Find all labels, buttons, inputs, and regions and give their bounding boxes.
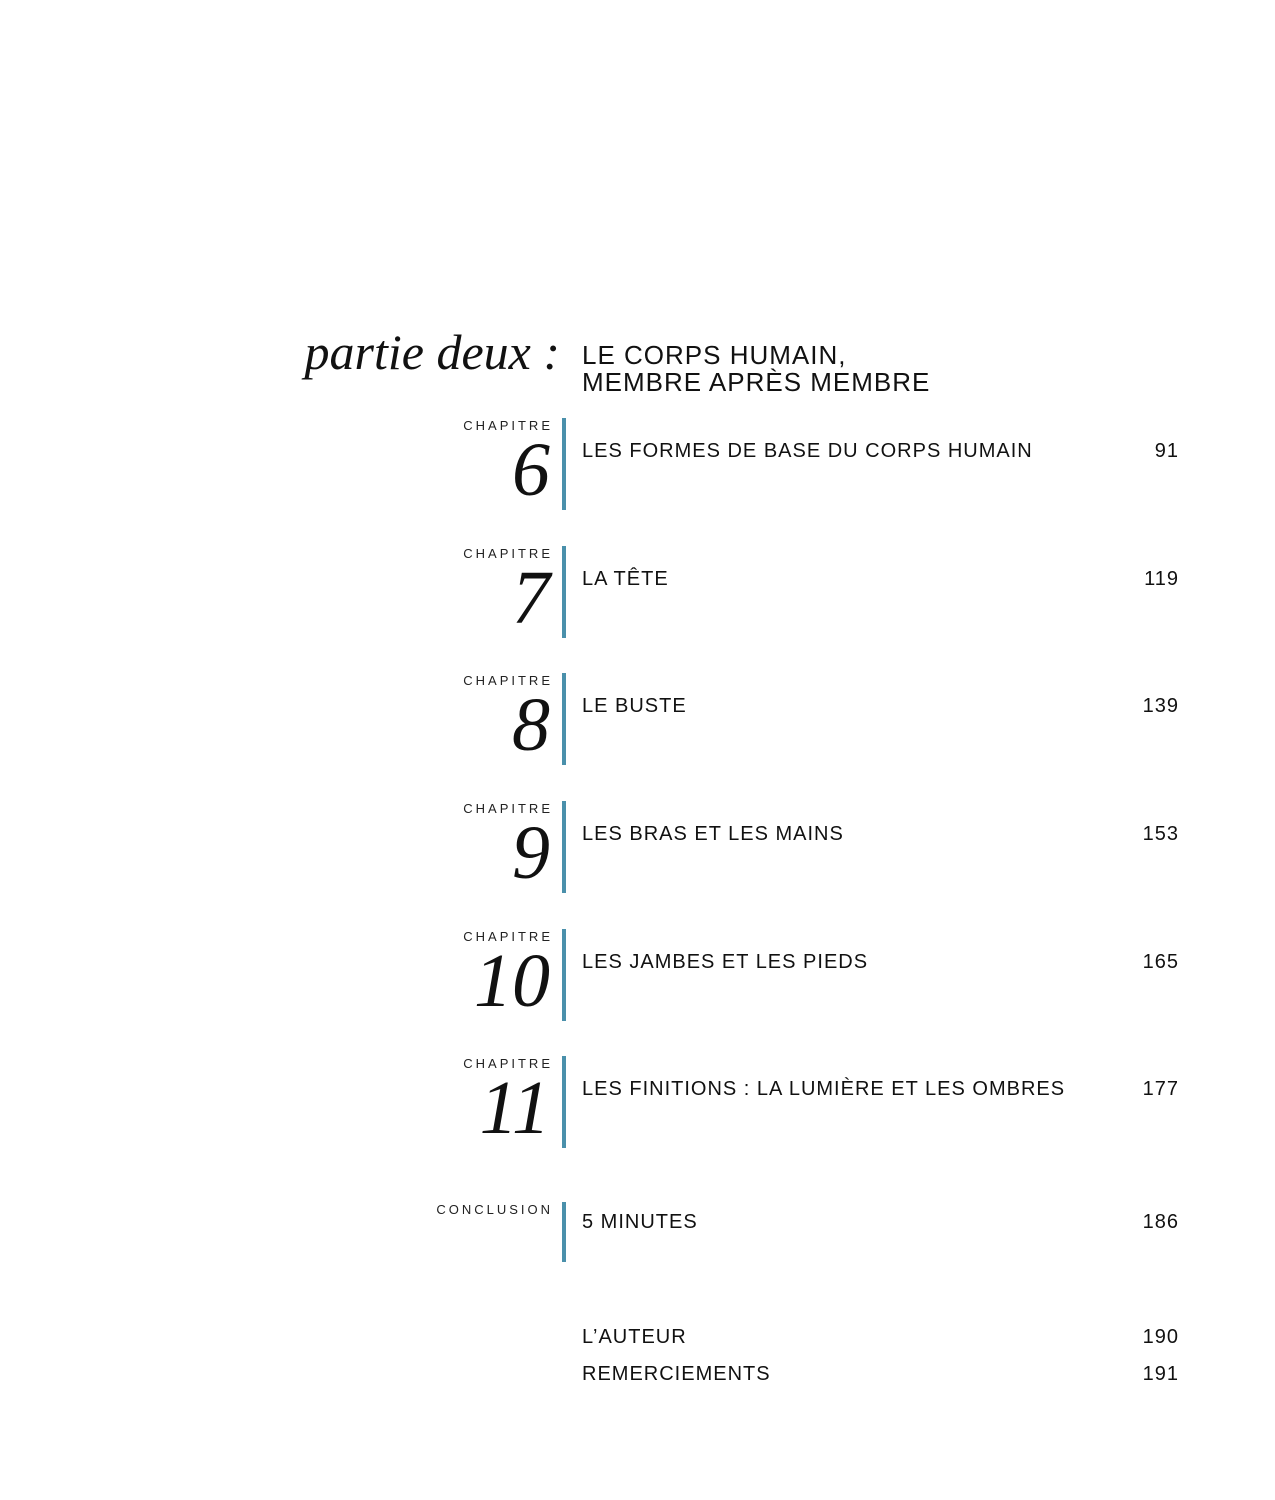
- extra-title[interactable]: REMERCIEMENTS: [582, 1363, 771, 1385]
- chapter-page-number: 91: [1154, 440, 1179, 462]
- toc-entry-author[interactable]: [0, 1325, 1275, 1353]
- part-title-line-1: LE CORPS HUMAIN,: [582, 340, 847, 370]
- toc-entry-acknowledgements[interactable]: [0, 1362, 1275, 1390]
- chapter-number: 6: [512, 428, 550, 512]
- conclusion-title[interactable]: 5 MINUTES: [582, 1211, 698, 1233]
- chapter-kind-label: CHAPITRE: [463, 546, 553, 561]
- chapter-page-number: 119: [1144, 568, 1179, 590]
- chapter-number: 11: [479, 1066, 550, 1150]
- chapter-title[interactable]: LES BRAS ET LES MAINS: [582, 823, 844, 845]
- chapter-kind-label: CHAPITRE: [463, 418, 553, 433]
- accent-bar: [562, 1202, 566, 1262]
- part-title-line-2: MEMBRE APRÈS MEMBRE: [582, 367, 931, 397]
- chapter-number: 10: [474, 939, 550, 1023]
- chapter-number: 7: [512, 556, 550, 640]
- accent-bar: [562, 929, 566, 1021]
- conclusion-page-number: 186: [1142, 1211, 1179, 1233]
- part-heading: [0, 322, 1275, 402]
- extra-page-number: 190: [1142, 1326, 1179, 1348]
- chapter-title[interactable]: LE BUSTE: [582, 695, 687, 717]
- chapter-number: 8: [512, 683, 550, 767]
- accent-bar: [562, 1056, 566, 1148]
- extra-title[interactable]: L’AUTEUR: [582, 1326, 687, 1348]
- chapter-kind-label: CHAPITRE: [463, 929, 553, 944]
- chapter-page-number: 165: [1142, 951, 1179, 973]
- accent-bar: [562, 673, 566, 765]
- chapter-title[interactable]: LES FINITIONS : LA LUMIÈRE ET LES OMBRES: [582, 1078, 1066, 1100]
- chapter-title[interactable]: LA TÊTE: [582, 568, 669, 590]
- chapter-page-number: 139: [1142, 695, 1179, 717]
- chapter-title[interactable]: LES JAMBES ET LES PIEDS: [582, 951, 869, 973]
- chapter-page-number: 177: [1142, 1078, 1179, 1100]
- chapter-number: 9: [512, 811, 550, 895]
- chapter-title[interactable]: LES FORMES DE BASE DU CORPS HUMAIN: [582, 440, 1033, 462]
- accent-bar: [562, 418, 566, 510]
- accent-bar: [562, 546, 566, 638]
- part-label: partie deux :: [304, 324, 560, 380]
- chapter-kind-label: CHAPITRE: [463, 673, 553, 688]
- chapter-kind-label: CHAPITRE: [463, 801, 553, 816]
- accent-bar: [562, 801, 566, 893]
- chapter-page-number: 153: [1142, 823, 1179, 845]
- conclusion-kind-label: CONCLUSION: [436, 1202, 553, 1217]
- chapter-kind-label: CHAPITRE: [463, 1056, 553, 1071]
- extra-page-number: 191: [1142, 1363, 1179, 1385]
- part-title: [582, 342, 930, 396]
